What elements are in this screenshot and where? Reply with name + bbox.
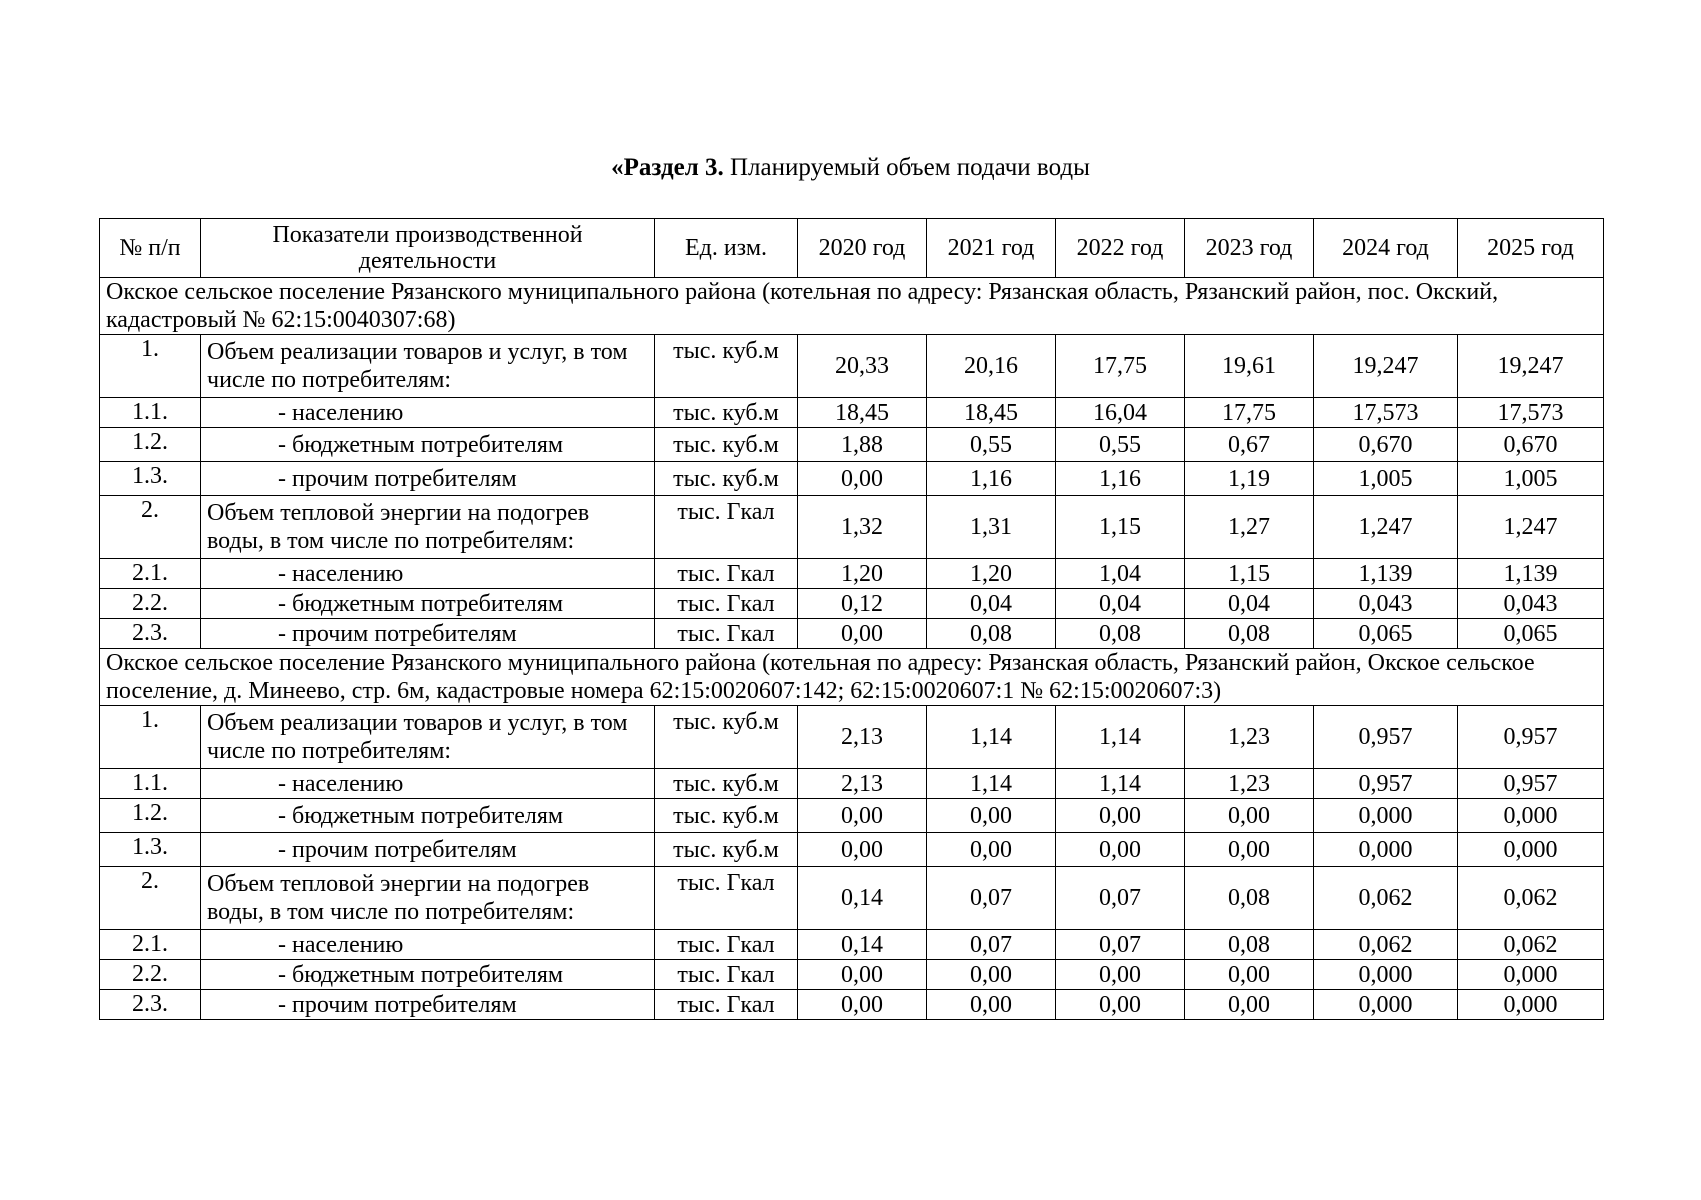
value-cell: 1,005 xyxy=(1314,462,1458,496)
value-cell: 1,005 xyxy=(1458,462,1604,496)
table-row xyxy=(100,706,1604,769)
value-cell: 0,07 xyxy=(1056,930,1185,960)
value-cell: 1,04 xyxy=(1056,559,1185,589)
water-supply-table xyxy=(99,218,1604,1020)
value-cell: 0,043 xyxy=(1314,589,1458,619)
row-number: 1.2. xyxy=(100,428,201,462)
table-header-row xyxy=(100,219,1604,278)
document-title xyxy=(0,153,1701,183)
value-cell: 2,13 xyxy=(798,706,927,769)
value-cell: 0,14 xyxy=(798,930,927,960)
value-cell: 0,062 xyxy=(1314,867,1458,930)
value-cell: 0,957 xyxy=(1458,706,1604,769)
row-number: 2.2. xyxy=(100,960,201,990)
indicator-name: Объем реализации товаров и услуг, в том числе по потребителям: xyxy=(201,706,655,769)
value-cell: 0,000 xyxy=(1458,960,1604,990)
row-number: 2.3. xyxy=(100,619,201,649)
value-cell: 0,04 xyxy=(1185,589,1314,619)
value-cell: 1,139 xyxy=(1314,559,1458,589)
title-section-label: «Раздел 3. xyxy=(611,154,724,181)
value-cell: 1,247 xyxy=(1458,496,1604,559)
table-row xyxy=(100,496,1604,559)
value-cell: 17,573 xyxy=(1314,398,1458,428)
value-cell: 1,14 xyxy=(927,769,1056,799)
table-row xyxy=(100,769,1604,799)
value-cell: 0,55 xyxy=(1056,428,1185,462)
row-number: 1. xyxy=(100,706,201,769)
indicator-name: Объем тепловой энергии на подогрев воды, в том числе по потребителям: xyxy=(201,496,655,559)
unit-cell: тыс. куб.м xyxy=(655,833,798,867)
indicator-name: - населению xyxy=(201,398,655,428)
indicator-name: Объем реализации товаров и услуг, в том числе по потребителям: xyxy=(201,335,655,398)
table-row xyxy=(100,428,1604,462)
value-cell: 0,07 xyxy=(1056,867,1185,930)
title-text: Планируемый объем подачи воды xyxy=(730,154,1090,181)
value-cell: 20,33 xyxy=(798,335,927,398)
value-cell: 1,31 xyxy=(927,496,1056,559)
value-cell: 0,04 xyxy=(927,589,1056,619)
unit-cell: тыс. Гкал xyxy=(655,867,798,930)
value-cell: 0,00 xyxy=(1056,990,1185,1020)
section-heading-row xyxy=(100,278,1604,335)
value-cell: 0,00 xyxy=(927,990,1056,1020)
table-row xyxy=(100,799,1604,833)
value-cell: 0,957 xyxy=(1458,769,1604,799)
table-body xyxy=(100,278,1604,1020)
header-cell: 2021 год xyxy=(927,219,1056,278)
value-cell: 0,00 xyxy=(927,799,1056,833)
row-number: 1.3. xyxy=(100,833,201,867)
unit-cell: тыс. куб.м xyxy=(655,462,798,496)
value-cell: 0,00 xyxy=(798,990,927,1020)
value-cell: 0,08 xyxy=(1185,930,1314,960)
unit-cell: тыс. Гкал xyxy=(655,990,798,1020)
table-row xyxy=(100,398,1604,428)
table-row xyxy=(100,990,1604,1020)
table-row xyxy=(100,619,1604,649)
value-cell: 1,15 xyxy=(1056,496,1185,559)
row-number: 2.1. xyxy=(100,930,201,960)
value-cell: 0,670 xyxy=(1314,428,1458,462)
value-cell: 0,043 xyxy=(1458,589,1604,619)
indicator-name: Объем тепловой энергии на подогрев воды, в том числе по потребителям: xyxy=(201,867,655,930)
value-cell: 1,14 xyxy=(1056,706,1185,769)
unit-cell: тыс. Гкал xyxy=(655,619,798,649)
value-cell: 0,00 xyxy=(1185,833,1314,867)
value-cell: 1,20 xyxy=(798,559,927,589)
value-cell: 19,247 xyxy=(1458,335,1604,398)
value-cell: 0,000 xyxy=(1458,833,1604,867)
unit-cell: тыс. куб.м xyxy=(655,769,798,799)
indicator-name: - бюджетным потребителям xyxy=(201,799,655,833)
value-cell: 1,247 xyxy=(1314,496,1458,559)
value-cell: 0,00 xyxy=(1185,960,1314,990)
row-number: 2.2. xyxy=(100,589,201,619)
header-cell: № п/п xyxy=(100,219,201,278)
unit-cell: тыс. куб.м xyxy=(655,428,798,462)
unit-cell: тыс. Гкал xyxy=(655,960,798,990)
table-row xyxy=(100,335,1604,398)
row-number: 2.3. xyxy=(100,990,201,1020)
value-cell: 0,14 xyxy=(798,867,927,930)
value-cell: 1,19 xyxy=(1185,462,1314,496)
value-cell: 1,16 xyxy=(927,462,1056,496)
value-cell: 17,573 xyxy=(1458,398,1604,428)
indicator-name: - прочим потребителям xyxy=(201,619,655,649)
value-cell: 1,14 xyxy=(927,706,1056,769)
value-cell: 1,14 xyxy=(1056,769,1185,799)
value-cell: 1,88 xyxy=(798,428,927,462)
value-cell: 1,23 xyxy=(1185,769,1314,799)
table-row xyxy=(100,930,1604,960)
value-cell: 0,00 xyxy=(1185,990,1314,1020)
row-number: 1.2. xyxy=(100,799,201,833)
indicator-name: - бюджетным потребителям xyxy=(201,589,655,619)
unit-cell: тыс. куб.м xyxy=(655,398,798,428)
header-cell: 2025 год xyxy=(1458,219,1604,278)
value-cell: 0,00 xyxy=(927,960,1056,990)
value-cell: 0,957 xyxy=(1314,769,1458,799)
section-heading: Окское сельское поселение Рязанского муниципального района (котельная по адресу: Рязанская область, Рязанский район, Окское сельское поселение, д. Минеево, стр. 6м, кадастровые номера 62:15:0020607:142; 62:15:0020607:1 № 62:15:0020607:3) xyxy=(100,649,1604,706)
value-cell: 0,00 xyxy=(1056,833,1185,867)
indicator-name: - населению xyxy=(201,559,655,589)
value-cell: 0,065 xyxy=(1314,619,1458,649)
value-cell: 1,20 xyxy=(927,559,1056,589)
header-cell: 2022 год xyxy=(1056,219,1185,278)
value-cell: 0,08 xyxy=(1185,619,1314,649)
indicator-name: - населению xyxy=(201,769,655,799)
value-cell: 0,12 xyxy=(798,589,927,619)
value-cell: 0,000 xyxy=(1314,960,1458,990)
value-cell: 0,00 xyxy=(1185,799,1314,833)
value-cell: 0,000 xyxy=(1458,990,1604,1020)
table-row xyxy=(100,867,1604,930)
indicator-name: - прочим потребителям xyxy=(201,462,655,496)
value-cell: 1,27 xyxy=(1185,496,1314,559)
header-cell: 2024 год xyxy=(1314,219,1458,278)
table-row xyxy=(100,559,1604,589)
value-cell: 19,61 xyxy=(1185,335,1314,398)
value-cell: 0,08 xyxy=(1185,867,1314,930)
value-cell: 0,67 xyxy=(1185,428,1314,462)
value-cell: 16,04 xyxy=(1056,398,1185,428)
value-cell: 0,00 xyxy=(798,833,927,867)
unit-cell: тыс. Гкал xyxy=(655,589,798,619)
row-number: 2. xyxy=(100,496,201,559)
unit-cell: тыс. куб.м xyxy=(655,335,798,398)
value-cell: 2,13 xyxy=(798,769,927,799)
row-number: 2. xyxy=(100,867,201,930)
value-cell: 0,08 xyxy=(927,619,1056,649)
value-cell: 0,000 xyxy=(1314,833,1458,867)
value-cell: 0,670 xyxy=(1458,428,1604,462)
value-cell: 17,75 xyxy=(1185,398,1314,428)
value-cell: 18,45 xyxy=(927,398,1056,428)
value-cell: 0,00 xyxy=(798,799,927,833)
value-cell: 0,062 xyxy=(1314,930,1458,960)
value-cell: 0,55 xyxy=(927,428,1056,462)
row-number: 2.1. xyxy=(100,559,201,589)
row-number: 1. xyxy=(100,335,201,398)
indicator-name: - бюджетным потребителям xyxy=(201,960,655,990)
value-cell: 0,957 xyxy=(1314,706,1458,769)
row-number: 1.1. xyxy=(100,769,201,799)
value-cell: 0,00 xyxy=(1056,799,1185,833)
row-number: 1.1. xyxy=(100,398,201,428)
value-cell: 19,247 xyxy=(1314,335,1458,398)
section-heading: Окское сельское поселение Рязанского муниципального района (котельная по адресу: Рязанская область, Рязанский район, пос. Окский, кадастровый № 62:15:0040307:68) xyxy=(100,278,1604,335)
header-cell: 2020 год xyxy=(798,219,927,278)
value-cell: 0,04 xyxy=(1056,589,1185,619)
value-cell: 18,45 xyxy=(798,398,927,428)
unit-cell: тыс. куб.м xyxy=(655,706,798,769)
value-cell: 1,15 xyxy=(1185,559,1314,589)
value-cell: 0,00 xyxy=(798,960,927,990)
value-cell: 0,07 xyxy=(927,930,1056,960)
value-cell: 17,75 xyxy=(1056,335,1185,398)
value-cell: 0,062 xyxy=(1458,867,1604,930)
value-cell: 0,00 xyxy=(927,833,1056,867)
value-cell: 0,065 xyxy=(1458,619,1604,649)
value-cell: 0,08 xyxy=(1056,619,1185,649)
value-cell: 1,16 xyxy=(1056,462,1185,496)
unit-cell: тыс. Гкал xyxy=(655,496,798,559)
header-cell: Показатели производственной деятельности xyxy=(201,219,655,278)
table-row xyxy=(100,833,1604,867)
table-row xyxy=(100,960,1604,990)
table-row xyxy=(100,462,1604,496)
value-cell: 0,00 xyxy=(1056,960,1185,990)
value-cell: 1,23 xyxy=(1185,706,1314,769)
value-cell: 0,000 xyxy=(1458,799,1604,833)
header-cell: 2023 год xyxy=(1185,219,1314,278)
value-cell: 0,000 xyxy=(1314,990,1458,1020)
indicator-name: - бюджетным потребителям xyxy=(201,428,655,462)
unit-cell: тыс. куб.м xyxy=(655,799,798,833)
value-cell: 1,139 xyxy=(1458,559,1604,589)
table-row xyxy=(100,589,1604,619)
unit-cell: тыс. Гкал xyxy=(655,930,798,960)
value-cell: 0,00 xyxy=(798,462,927,496)
section-heading-row xyxy=(100,649,1604,706)
value-cell: 1,32 xyxy=(798,496,927,559)
row-number: 1.3. xyxy=(100,462,201,496)
header-cell: Ед. изм. xyxy=(655,219,798,278)
value-cell: 0,062 xyxy=(1458,930,1604,960)
value-cell: 0,000 xyxy=(1314,799,1458,833)
value-cell: 0,00 xyxy=(798,619,927,649)
indicator-name: - населению xyxy=(201,930,655,960)
value-cell: 0,07 xyxy=(927,867,1056,930)
indicator-name: - прочим потребителям xyxy=(201,990,655,1020)
value-cell: 20,16 xyxy=(927,335,1056,398)
indicator-name: - прочим потребителям xyxy=(201,833,655,867)
unit-cell: тыс. Гкал xyxy=(655,559,798,589)
